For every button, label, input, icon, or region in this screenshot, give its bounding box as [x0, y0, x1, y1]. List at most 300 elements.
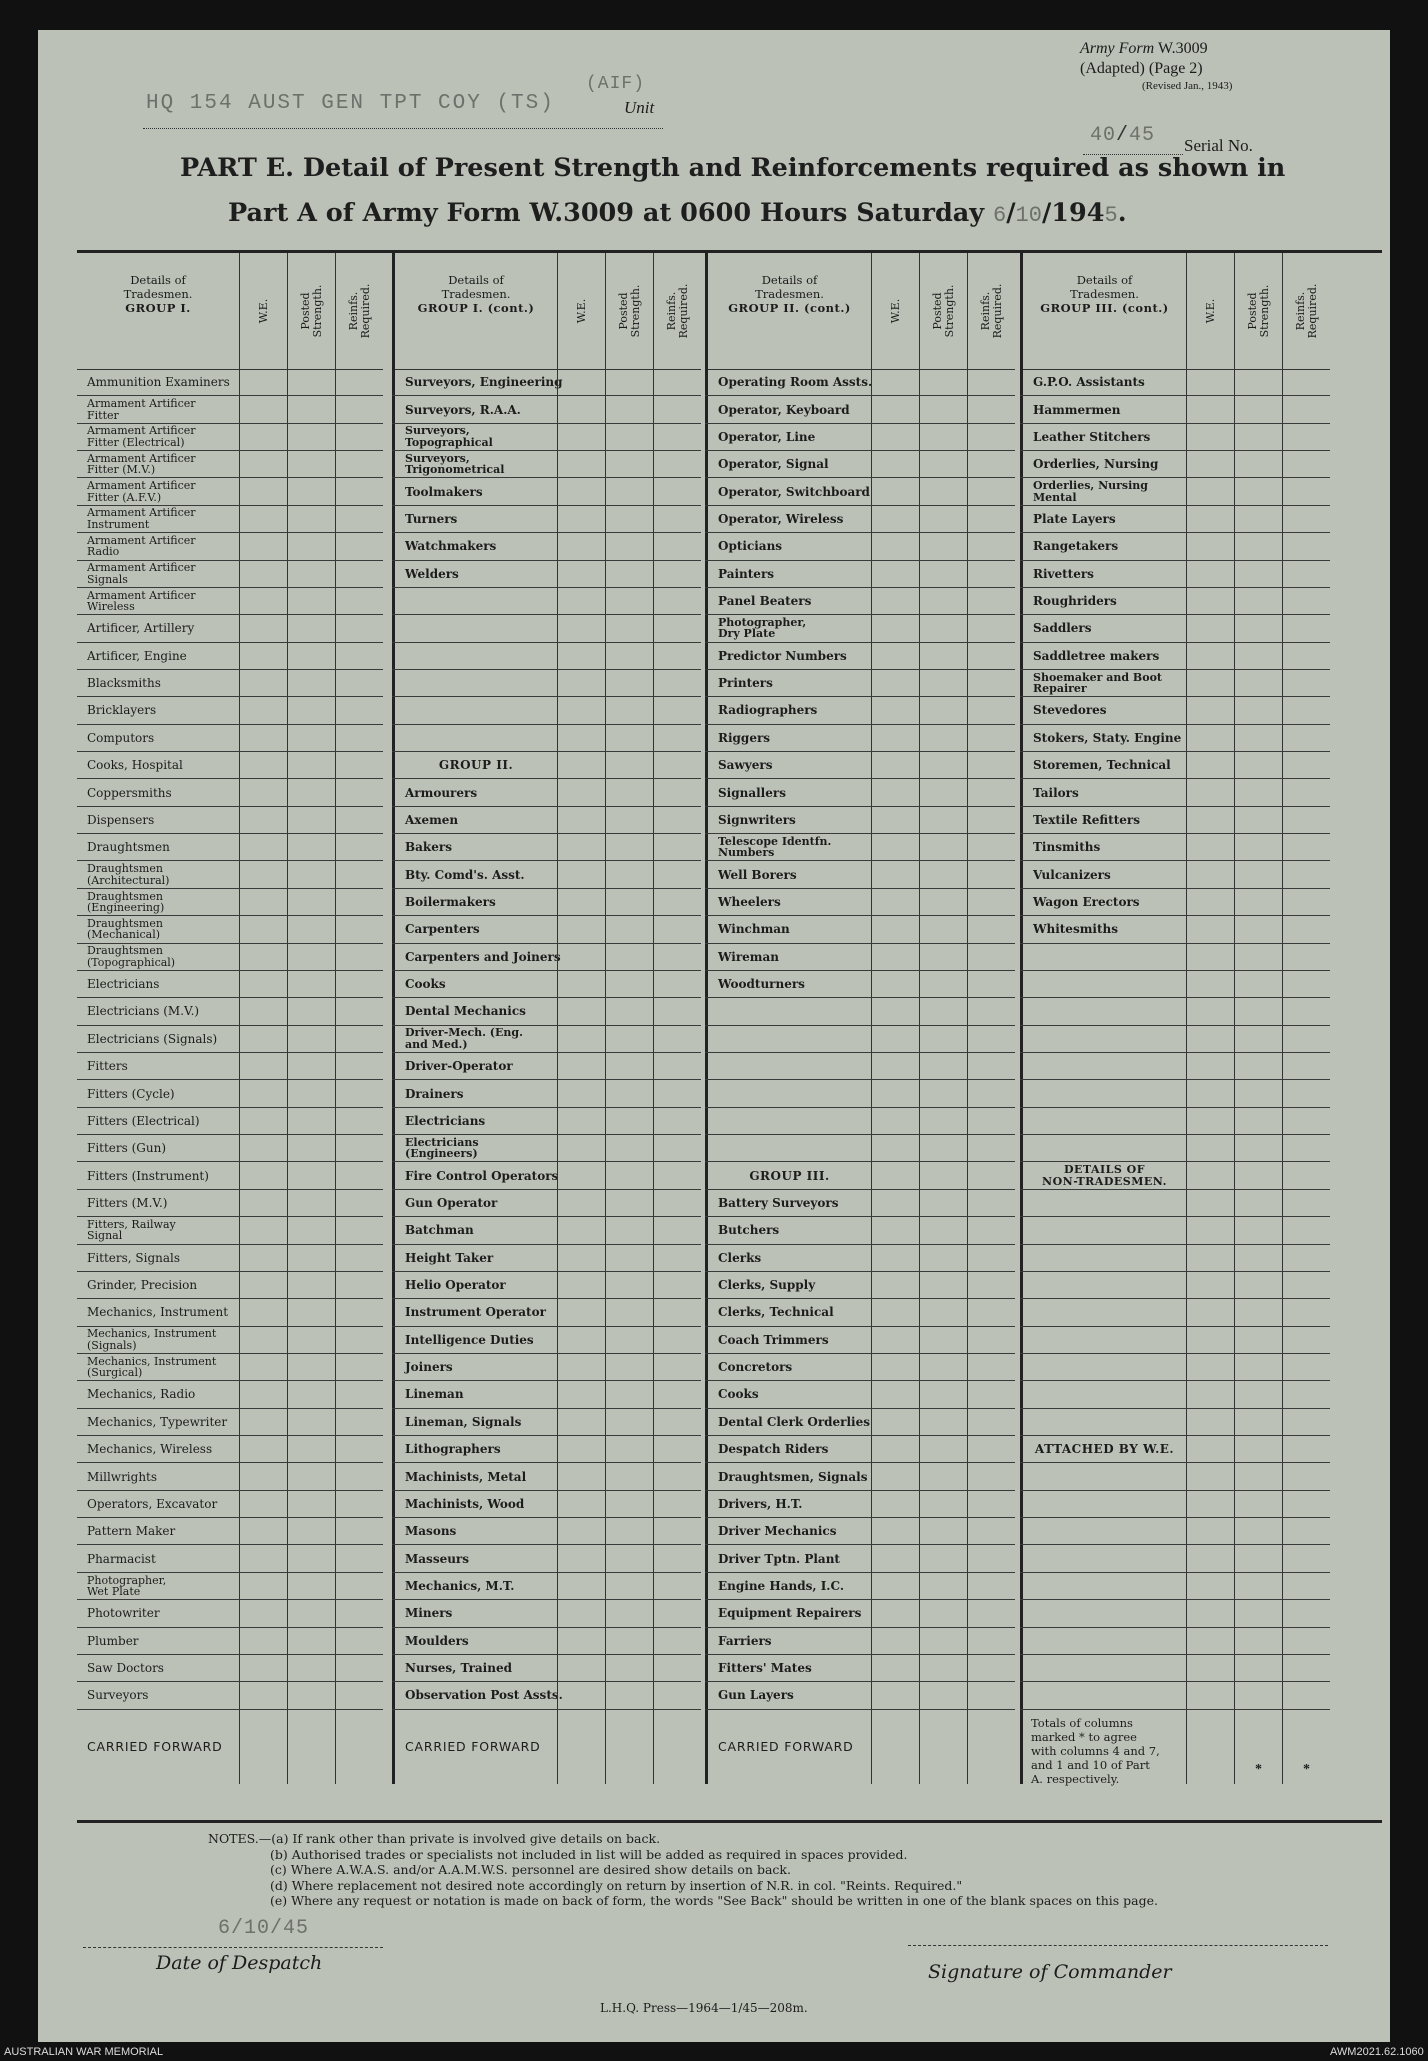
- posted-strength-cell[interactable]: [287, 1245, 335, 1271]
- reinfs-required-cell[interactable]: [653, 1491, 701, 1517]
- reinfs-required-cell[interactable]: [653, 916, 701, 942]
- reinfs-required-cell[interactable]: [967, 451, 1015, 477]
- reinfs-required-cell[interactable]: [335, 752, 383, 778]
- reinfs-required-cell[interactable]: [1282, 1135, 1330, 1161]
- reinfs-required-cell[interactable]: [1282, 1600, 1330, 1626]
- reinfs-required-cell[interactable]: [653, 506, 701, 532]
- reinfs-required-cell[interactable]: [335, 1217, 383, 1243]
- posted-strength-cell[interactable]: [287, 1573, 335, 1599]
- reinfs-required-cell[interactable]: [967, 697, 1015, 723]
- we-cell[interactable]: [239, 1162, 287, 1188]
- reinfs-required-cell[interactable]: [335, 1080, 383, 1106]
- posted-strength-cell[interactable]: [1234, 944, 1282, 970]
- posted-strength-cell[interactable]: [287, 1108, 335, 1134]
- we-cell[interactable]: [1186, 533, 1234, 559]
- posted-strength-cell[interactable]: [919, 643, 967, 669]
- we-cell[interactable]: [557, 916, 605, 942]
- posted-strength-cell[interactable]: [287, 752, 335, 778]
- posted-strength-cell[interactable]: [287, 533, 335, 559]
- reinfs-required-cell[interactable]: [335, 1053, 383, 1079]
- reinfs-required-cell[interactable]: [967, 1682, 1015, 1708]
- we-cell[interactable]: [871, 1327, 919, 1353]
- reinfs-required-cell[interactable]: [653, 561, 701, 587]
- we-cell[interactable]: [1186, 506, 1234, 532]
- we-cell[interactable]: [1186, 1080, 1234, 1106]
- posted-strength-cell[interactable]: [919, 369, 967, 395]
- we-cell[interactable]: [239, 1491, 287, 1517]
- reinfs-required-cell[interactable]: [335, 1545, 383, 1571]
- posted-strength-cell[interactable]: [287, 1354, 335, 1380]
- we-cell[interactable]: [871, 1245, 919, 1271]
- reinfs-required-cell[interactable]: [653, 1518, 701, 1544]
- posted-strength-cell[interactable]: [605, 752, 653, 778]
- reinfs-required-cell[interactable]: [335, 506, 383, 532]
- we-cell[interactable]: [239, 944, 287, 970]
- reinfs-required-cell[interactable]: [653, 779, 701, 805]
- posted-strength-cell[interactable]: [605, 1080, 653, 1106]
- we-cell[interactable]: [1186, 643, 1234, 669]
- we-cell[interactable]: [239, 1354, 287, 1380]
- posted-strength-cell[interactable]: [1234, 396, 1282, 422]
- we-cell[interactable]: [1186, 1545, 1234, 1571]
- posted-strength-cell[interactable]: [1234, 615, 1282, 641]
- posted-strength-cell[interactable]: [605, 1655, 653, 1681]
- posted-strength-cell[interactable]: [919, 1463, 967, 1489]
- we-cell[interactable]: [239, 1655, 287, 1681]
- we-cell[interactable]: [239, 1463, 287, 1489]
- posted-strength-cell[interactable]: [919, 1600, 967, 1626]
- posted-strength-cell[interactable]: [605, 561, 653, 587]
- reinfs-required-cell[interactable]: [653, 1299, 701, 1325]
- posted-strength-cell[interactable]: [919, 1545, 967, 1571]
- we-cell[interactable]: [239, 998, 287, 1024]
- we-cell[interactable]: [1186, 1628, 1234, 1654]
- we-cell[interactable]: [557, 478, 605, 504]
- we-cell[interactable]: [871, 1108, 919, 1134]
- we-cell[interactable]: [1186, 369, 1234, 395]
- reinfs-required-cell[interactable]: [653, 643, 701, 669]
- we-cell[interactable]: [1186, 478, 1234, 504]
- we-cell[interactable]: [557, 615, 605, 641]
- we-cell[interactable]: [871, 588, 919, 614]
- reinfs-required-cell[interactable]: [967, 971, 1015, 997]
- reinfs-required-cell[interactable]: [653, 889, 701, 915]
- we-cell[interactable]: [1186, 916, 1234, 942]
- posted-strength-cell[interactable]: [605, 1545, 653, 1571]
- reinfs-required-cell[interactable]: [335, 834, 383, 860]
- reinfs-required-cell[interactable]: [335, 424, 383, 450]
- posted-strength-cell[interactable]: [287, 643, 335, 669]
- reinfs-required-cell[interactable]: [653, 615, 701, 641]
- we-cell[interactable]: [1186, 1053, 1234, 1079]
- we-cell[interactable]: [239, 1108, 287, 1134]
- reinfs-required-cell[interactable]: [653, 396, 701, 422]
- posted-strength-cell[interactable]: [1234, 834, 1282, 860]
- we-cell[interactable]: [557, 807, 605, 833]
- we-cell[interactable]: [871, 1354, 919, 1380]
- we-cell[interactable]: [557, 1381, 605, 1407]
- reinfs-required-cell[interactable]: [967, 1080, 1015, 1106]
- we-cell[interactable]: [871, 615, 919, 641]
- posted-strength-cell[interactable]: [1234, 889, 1282, 915]
- posted-strength-cell[interactable]: [1234, 533, 1282, 559]
- we-cell[interactable]: [557, 1545, 605, 1571]
- reinfs-required-cell[interactable]: [1282, 1655, 1330, 1681]
- posted-strength-cell[interactable]: [1234, 1190, 1282, 1216]
- reinfs-required-cell[interactable]: [653, 1108, 701, 1134]
- posted-strength-cell[interactable]: [605, 861, 653, 887]
- posted-strength-cell[interactable]: [919, 1245, 967, 1271]
- posted-strength-cell[interactable]: [605, 1053, 653, 1079]
- posted-strength-cell[interactable]: [1234, 861, 1282, 887]
- posted-strength-cell[interactable]: [1234, 1053, 1282, 1079]
- posted-strength-cell[interactable]: [1234, 1162, 1282, 1188]
- reinfs-required-cell[interactable]: [1282, 1245, 1330, 1271]
- reinfs-required-cell[interactable]: [335, 807, 383, 833]
- reinfs-required-cell[interactable]: [335, 1463, 383, 1489]
- we-cell[interactable]: [871, 971, 919, 997]
- reinfs-required-cell[interactable]: [967, 615, 1015, 641]
- we-cell[interactable]: [239, 1053, 287, 1079]
- we-total-cell[interactable]: [239, 1710, 287, 1784]
- reinfs-required-cell[interactable]: [1282, 643, 1330, 669]
- reinfs-required-cell[interactable]: [653, 725, 701, 751]
- we-cell[interactable]: [871, 916, 919, 942]
- reinfs-required-cell[interactable]: [653, 971, 701, 997]
- posted-strength-cell[interactable]: [287, 1135, 335, 1161]
- posted-strength-cell[interactable]: [605, 834, 653, 860]
- reinfs-required-cell[interactable]: [653, 752, 701, 778]
- posted-strength-cell[interactable]: [919, 1026, 967, 1052]
- reinfs-required-cell[interactable]: [335, 1655, 383, 1681]
- posted-strength-cell[interactable]: [287, 615, 335, 641]
- posted-strength-cell[interactable]: [1234, 1573, 1282, 1599]
- we-cell[interactable]: [557, 1217, 605, 1243]
- posted-strength-cell[interactable]: [1234, 1409, 1282, 1435]
- we-cell[interactable]: [1186, 834, 1234, 860]
- reinfs-required-cell[interactable]: [1282, 1628, 1330, 1654]
- we-cell[interactable]: [239, 752, 287, 778]
- reinfs-required-cell[interactable]: [1282, 1491, 1330, 1517]
- posted-strength-cell[interactable]: [919, 1162, 967, 1188]
- we-cell[interactable]: [1186, 424, 1234, 450]
- reinfs-required-cell[interactable]: [1282, 1108, 1330, 1134]
- reinfs-required-cell[interactable]: [1282, 1381, 1330, 1407]
- posted-strength-cell[interactable]: [1234, 697, 1282, 723]
- reinfs-required-cell[interactable]: [335, 998, 383, 1024]
- reinfs-required-cell[interactable]: [335, 1600, 383, 1626]
- we-cell[interactable]: [557, 643, 605, 669]
- we-cell[interactable]: [239, 506, 287, 532]
- posted-strength-total-cell[interactable]: [1234, 1710, 1282, 1784]
- posted-strength-cell[interactable]: [605, 998, 653, 1024]
- we-cell[interactable]: [557, 533, 605, 559]
- reinfs-required-cell[interactable]: [653, 944, 701, 970]
- we-cell[interactable]: [871, 1655, 919, 1681]
- posted-strength-cell[interactable]: [287, 1463, 335, 1489]
- we-cell[interactable]: [557, 1409, 605, 1435]
- we-cell[interactable]: [1186, 861, 1234, 887]
- reinfs-required-cell[interactable]: [1282, 396, 1330, 422]
- posted-strength-cell[interactable]: [287, 424, 335, 450]
- reinfs-required-cell[interactable]: [1282, 1518, 1330, 1544]
- reinfs-required-cell[interactable]: [335, 1409, 383, 1435]
- we-cell[interactable]: [1186, 588, 1234, 614]
- we-cell[interactable]: [239, 1026, 287, 1052]
- reinfs-required-cell[interactable]: [1282, 1272, 1330, 1298]
- we-cell[interactable]: [871, 1573, 919, 1599]
- reinfs-required-cell[interactable]: [653, 1026, 701, 1052]
- we-cell[interactable]: [239, 971, 287, 997]
- reinfs-required-cell[interactable]: [967, 1573, 1015, 1599]
- posted-strength-cell[interactable]: [605, 1135, 653, 1161]
- reinfs-required-cell[interactable]: [967, 1628, 1015, 1654]
- we-cell[interactable]: [1186, 971, 1234, 997]
- reinfs-required-cell[interactable]: [967, 1463, 1015, 1489]
- posted-strength-cell[interactable]: [605, 1600, 653, 1626]
- posted-strength-cell[interactable]: [605, 424, 653, 450]
- posted-strength-cell[interactable]: [919, 1436, 967, 1462]
- posted-strength-cell[interactable]: [1234, 1491, 1282, 1517]
- posted-strength-cell[interactable]: [287, 916, 335, 942]
- reinfs-required-cell[interactable]: [967, 670, 1015, 696]
- posted-strength-cell[interactable]: [1234, 1080, 1282, 1106]
- reinfs-required-cell[interactable]: [1282, 588, 1330, 614]
- posted-strength-cell[interactable]: [287, 478, 335, 504]
- posted-strength-cell[interactable]: [287, 670, 335, 696]
- we-cell[interactable]: [1186, 1135, 1234, 1161]
- reinfs-required-cell[interactable]: [335, 1354, 383, 1380]
- reinfs-required-cell[interactable]: [653, 1381, 701, 1407]
- posted-strength-cell[interactable]: [919, 506, 967, 532]
- we-cell[interactable]: [239, 725, 287, 751]
- we-cell[interactable]: [871, 697, 919, 723]
- we-cell[interactable]: [1186, 1327, 1234, 1353]
- posted-strength-cell[interactable]: [605, 615, 653, 641]
- we-cell[interactable]: [871, 424, 919, 450]
- posted-strength-cell[interactable]: [919, 697, 967, 723]
- posted-strength-cell[interactable]: [287, 1518, 335, 1544]
- reinfs-required-cell[interactable]: [967, 1436, 1015, 1462]
- reinfs-required-cell[interactable]: [653, 1053, 701, 1079]
- we-cell[interactable]: [871, 861, 919, 887]
- we-cell[interactable]: [1186, 1245, 1234, 1271]
- we-cell[interactable]: [557, 1682, 605, 1708]
- we-cell[interactable]: [557, 1272, 605, 1298]
- reinfs-required-cell[interactable]: [1282, 889, 1330, 915]
- we-cell[interactable]: [239, 1518, 287, 1544]
- we-cell[interactable]: [1186, 1190, 1234, 1216]
- reinfs-required-cell[interactable]: [1282, 1190, 1330, 1216]
- posted-strength-cell[interactable]: [605, 1628, 653, 1654]
- we-cell[interactable]: [557, 1573, 605, 1599]
- we-cell[interactable]: [557, 1135, 605, 1161]
- posted-strength-cell[interactable]: [605, 451, 653, 477]
- we-cell[interactable]: [871, 561, 919, 587]
- reinfs-required-cell[interactable]: [335, 478, 383, 504]
- posted-strength-cell[interactable]: [1234, 451, 1282, 477]
- reinfs-required-cell[interactable]: [335, 725, 383, 751]
- reinfs-required-cell[interactable]: [967, 1135, 1015, 1161]
- we-cell[interactable]: [557, 1299, 605, 1325]
- posted-strength-cell[interactable]: [1234, 1245, 1282, 1271]
- reinfs-required-cell[interactable]: [1282, 1026, 1330, 1052]
- posted-strength-cell[interactable]: [1234, 1518, 1282, 1544]
- reinfs-required-cell[interactable]: [335, 588, 383, 614]
- reinfs-required-cell[interactable]: [967, 998, 1015, 1024]
- we-cell[interactable]: [557, 1026, 605, 1052]
- posted-strength-cell[interactable]: [1234, 424, 1282, 450]
- reinfs-required-cell[interactable]: [967, 1190, 1015, 1216]
- posted-strength-cell[interactable]: [287, 1272, 335, 1298]
- we-cell[interactable]: [557, 424, 605, 450]
- we-cell[interactable]: [1186, 1682, 1234, 1708]
- posted-strength-cell[interactable]: [287, 1600, 335, 1626]
- reinfs-required-cell[interactable]: [653, 1573, 701, 1599]
- reinfs-required-cell[interactable]: [1282, 697, 1330, 723]
- we-cell[interactable]: [557, 588, 605, 614]
- posted-strength-cell[interactable]: [287, 779, 335, 805]
- we-cell[interactable]: [871, 670, 919, 696]
- we-cell[interactable]: [557, 1491, 605, 1517]
- posted-strength-cell[interactable]: [1234, 725, 1282, 751]
- posted-strength-cell[interactable]: [1234, 1135, 1282, 1161]
- posted-strength-cell[interactable]: [605, 1409, 653, 1435]
- reinfs-required-cell[interactable]: [1282, 807, 1330, 833]
- we-cell[interactable]: [871, 451, 919, 477]
- posted-strength-cell[interactable]: [605, 1354, 653, 1380]
- we-cell[interactable]: [871, 1135, 919, 1161]
- posted-strength-cell[interactable]: [605, 1573, 653, 1599]
- we-cell[interactable]: [1186, 779, 1234, 805]
- reinfs-required-cell[interactable]: [967, 861, 1015, 887]
- we-cell[interactable]: [239, 1327, 287, 1353]
- posted-strength-cell[interactable]: [605, 1299, 653, 1325]
- posted-strength-cell[interactable]: [1234, 506, 1282, 532]
- reinfs-required-cell[interactable]: [967, 1327, 1015, 1353]
- we-total-cell[interactable]: [1186, 1710, 1234, 1784]
- we-cell[interactable]: [557, 1463, 605, 1489]
- posted-strength-cell[interactable]: [605, 396, 653, 422]
- we-cell[interactable]: [239, 861, 287, 887]
- reinfs-required-cell[interactable]: [335, 971, 383, 997]
- reinfs-required-cell[interactable]: [335, 1026, 383, 1052]
- reinfs-required-cell[interactable]: [653, 1327, 701, 1353]
- we-cell[interactable]: [871, 1190, 919, 1216]
- reinfs-required-cell[interactable]: [653, 807, 701, 833]
- reinfs-required-cell[interactable]: [1282, 451, 1330, 477]
- reinfs-required-cell[interactable]: [1282, 1545, 1330, 1571]
- reinfs-required-cell[interactable]: [967, 396, 1015, 422]
- reinfs-required-cell[interactable]: [967, 1053, 1015, 1079]
- we-cell[interactable]: [871, 807, 919, 833]
- posted-strength-cell[interactable]: [1234, 561, 1282, 587]
- reinfs-required-cell[interactable]: [653, 451, 701, 477]
- posted-strength-cell[interactable]: [919, 1491, 967, 1517]
- posted-strength-cell[interactable]: [919, 1299, 967, 1325]
- reinfs-required-cell[interactable]: [967, 779, 1015, 805]
- we-cell[interactable]: [871, 1682, 919, 1708]
- posted-strength-cell[interactable]: [919, 1108, 967, 1134]
- reinfs-required-cell[interactable]: [653, 998, 701, 1024]
- we-cell[interactable]: [239, 889, 287, 915]
- we-cell[interactable]: [1186, 1463, 1234, 1489]
- posted-strength-cell[interactable]: [1234, 643, 1282, 669]
- reinfs-required-cell[interactable]: [653, 1682, 701, 1708]
- reinfs-required-cell[interactable]: [967, 1108, 1015, 1134]
- we-cell[interactable]: [871, 1272, 919, 1298]
- posted-strength-cell[interactable]: [1234, 1545, 1282, 1571]
- posted-strength-cell[interactable]: [919, 1354, 967, 1380]
- reinfs-required-cell[interactable]: [335, 1190, 383, 1216]
- posted-strength-cell[interactable]: [287, 1545, 335, 1571]
- reinfs-required-cell[interactable]: [967, 424, 1015, 450]
- reinfs-required-cell[interactable]: [653, 369, 701, 395]
- reinfs-required-cell[interactable]: [335, 1135, 383, 1161]
- we-cell[interactable]: [239, 697, 287, 723]
- we-cell[interactable]: [871, 834, 919, 860]
- posted-strength-cell[interactable]: [287, 861, 335, 887]
- we-cell[interactable]: [557, 670, 605, 696]
- posted-strength-cell[interactable]: [919, 478, 967, 504]
- we-cell[interactable]: [1186, 1436, 1234, 1462]
- we-cell[interactable]: [239, 670, 287, 696]
- we-cell[interactable]: [239, 451, 287, 477]
- posted-strength-cell[interactable]: [605, 1381, 653, 1407]
- reinfs-required-cell[interactable]: [335, 561, 383, 587]
- we-cell[interactable]: [239, 1217, 287, 1243]
- we-cell[interactable]: [871, 1409, 919, 1435]
- posted-strength-cell[interactable]: [1234, 1381, 1282, 1407]
- reinfs-required-cell[interactable]: [653, 533, 701, 559]
- posted-strength-cell[interactable]: [605, 971, 653, 997]
- posted-strength-cell[interactable]: [287, 1436, 335, 1462]
- posted-strength-cell[interactable]: [287, 1053, 335, 1079]
- reinfs-required-cell[interactable]: [653, 697, 701, 723]
- we-cell[interactable]: [239, 1381, 287, 1407]
- we-cell[interactable]: [239, 807, 287, 833]
- reinfs-required-cell[interactable]: [1282, 1299, 1330, 1325]
- posted-strength-cell[interactable]: [1234, 1463, 1282, 1489]
- reinfs-required-cell[interactable]: [653, 1135, 701, 1161]
- reinfs-required-cell[interactable]: [335, 1573, 383, 1599]
- posted-strength-cell[interactable]: [1234, 478, 1282, 504]
- posted-strength-cell[interactable]: [1234, 369, 1282, 395]
- we-cell[interactable]: [557, 1327, 605, 1353]
- we-cell[interactable]: [871, 1299, 919, 1325]
- posted-strength-cell[interactable]: [605, 1026, 653, 1052]
- reinfs-required-cell[interactable]: [1282, 478, 1330, 504]
- we-cell[interactable]: [239, 561, 287, 587]
- posted-strength-cell[interactable]: [605, 1463, 653, 1489]
- posted-strength-cell[interactable]: [1234, 670, 1282, 696]
- we-total-cell[interactable]: [557, 1710, 605, 1784]
- posted-strength-cell[interactable]: [287, 1327, 335, 1353]
- posted-strength-cell[interactable]: [605, 944, 653, 970]
- reinfs-required-total-cell[interactable]: [653, 1710, 701, 1784]
- posted-strength-cell[interactable]: [919, 1682, 967, 1708]
- we-cell[interactable]: [1186, 807, 1234, 833]
- posted-strength-cell[interactable]: [919, 916, 967, 942]
- reinfs-required-cell[interactable]: [335, 1491, 383, 1517]
- reinfs-required-cell[interactable]: [653, 1463, 701, 1489]
- reinfs-required-cell[interactable]: [1282, 998, 1330, 1024]
- posted-strength-cell[interactable]: [287, 369, 335, 395]
- reinfs-required-cell[interactable]: [335, 1628, 383, 1654]
- we-cell[interactable]: [239, 1545, 287, 1571]
- posted-strength-cell[interactable]: [1234, 1354, 1282, 1380]
- posted-strength-cell[interactable]: [919, 533, 967, 559]
